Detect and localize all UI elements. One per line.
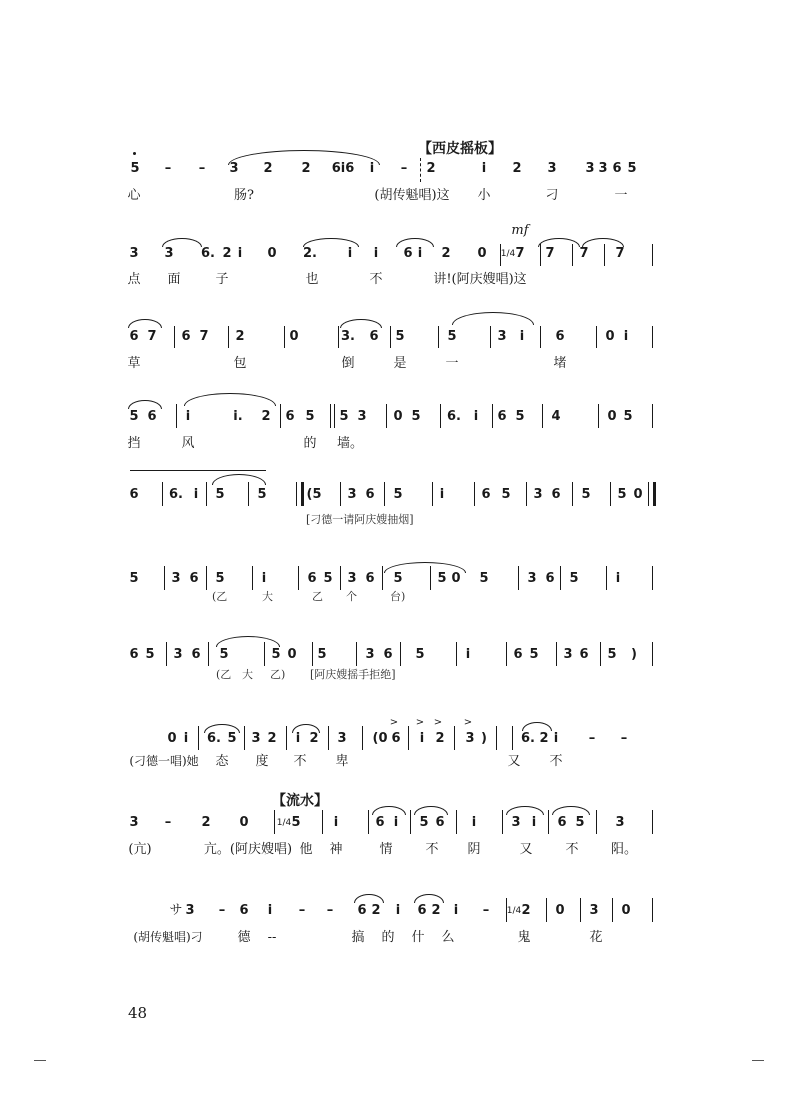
percussion: 大	[262, 590, 273, 603]
note: 2	[521, 903, 531, 918]
note: 5	[529, 647, 539, 662]
note: 2	[263, 161, 273, 176]
note: 2	[441, 246, 451, 261]
note: 5	[129, 571, 139, 586]
page-number: 48	[128, 1004, 148, 1022]
lyric: 面	[167, 272, 181, 287]
note: 3	[527, 571, 537, 586]
lyric: 点	[127, 272, 141, 287]
note: 7	[579, 246, 589, 261]
note: 0	[267, 246, 277, 261]
note: 3	[129, 815, 139, 830]
accent-mark: >	[415, 717, 425, 728]
note: 5	[393, 571, 403, 586]
note: 2	[309, 731, 319, 746]
lyric: (胡传魁唱)这	[374, 188, 450, 203]
note: i	[473, 409, 479, 424]
time-signature: 1/4	[276, 818, 292, 828]
note: i	[347, 246, 353, 261]
lyric: 心	[127, 188, 141, 203]
note: 3	[497, 329, 507, 344]
note: i	[373, 246, 379, 261]
note: 5	[623, 409, 633, 424]
note: 2	[426, 161, 436, 176]
lyric: 一	[614, 188, 628, 203]
note: 5	[323, 571, 333, 586]
note: 5	[411, 409, 421, 424]
note: i	[553, 731, 559, 746]
note: 3	[171, 571, 181, 586]
note: )	[631, 647, 637, 662]
note: 3	[589, 903, 599, 918]
note: 5	[569, 571, 579, 586]
note: 6	[357, 903, 367, 918]
note: 5	[575, 815, 585, 830]
note: i	[465, 647, 471, 662]
note: 2.	[303, 246, 317, 261]
note: 3	[615, 815, 625, 830]
free-meter-mark: サ	[169, 903, 183, 918]
note: 5	[339, 409, 349, 424]
lyric: 堵	[553, 356, 567, 371]
note: 0	[477, 246, 487, 261]
note: 6	[403, 246, 413, 261]
lyric: 搞	[351, 930, 365, 945]
lyric: 神	[329, 842, 343, 857]
note: i	[481, 161, 487, 176]
note: 6	[513, 647, 523, 662]
note: 2	[371, 903, 381, 918]
note: 6	[612, 161, 622, 176]
note: 2	[301, 161, 311, 176]
note: i	[185, 409, 191, 424]
note: 3	[251, 731, 261, 746]
note: 3.	[341, 329, 355, 344]
lyric: 不	[565, 842, 579, 857]
note: i	[519, 329, 525, 344]
lyric: 花	[589, 930, 603, 945]
note: 0	[605, 329, 615, 344]
lyric: 子	[215, 272, 229, 287]
note: 6	[365, 487, 375, 502]
note: 0	[555, 903, 565, 918]
lyric: 什	[411, 930, 425, 945]
note: i	[439, 487, 445, 502]
percussion: 大	[242, 668, 253, 681]
note: 5	[607, 647, 617, 662]
lyric: (刁德一唱)她	[129, 754, 199, 768]
lyric: 不	[425, 842, 439, 857]
stage-direction: [阿庆嫂摇手拒绝]	[310, 668, 396, 681]
note: 3	[229, 161, 239, 176]
note: i	[369, 161, 375, 176]
note: (0	[372, 731, 388, 746]
lyric: 度	[255, 754, 269, 769]
note: 2	[201, 815, 211, 830]
note: 5	[130, 161, 140, 176]
note: 3	[365, 647, 375, 662]
note: 5	[447, 329, 457, 344]
note: 3	[511, 815, 521, 830]
note: –	[298, 903, 306, 918]
note: 5	[219, 647, 229, 662]
note: 2	[222, 246, 232, 261]
crop-mark	[752, 1060, 764, 1061]
lyric: 他	[299, 842, 313, 857]
note: 5	[227, 731, 237, 746]
note: 5	[415, 647, 425, 662]
note: 5	[393, 487, 403, 502]
note: –	[588, 731, 596, 746]
note: 3	[357, 409, 367, 424]
lyric: 德	[237, 930, 251, 945]
note: i	[471, 815, 477, 830]
note: 6	[189, 571, 199, 586]
time-signature: 1/4	[500, 249, 516, 259]
note: 5	[501, 487, 511, 502]
note: 6	[417, 903, 427, 918]
lyric: 卑	[335, 754, 349, 769]
time-signature: 1/4	[506, 906, 522, 916]
note: –	[620, 731, 628, 746]
lyric: 情	[379, 842, 393, 857]
note: 6	[375, 815, 385, 830]
note: 5	[627, 161, 637, 176]
lyric: 也	[305, 272, 319, 287]
section-tag-liushui: 【流水】	[272, 793, 328, 809]
percussion: 台)	[390, 590, 406, 603]
note: 6	[239, 903, 249, 918]
note: i	[531, 815, 537, 830]
note: 6	[369, 329, 379, 344]
note: i	[295, 731, 301, 746]
lyric: 态	[215, 754, 229, 769]
note: i	[193, 487, 199, 502]
note: 3	[164, 246, 174, 261]
note: 3	[347, 571, 357, 586]
lyric: 么	[441, 930, 455, 945]
lyric: 倒	[341, 356, 355, 371]
lyric: 鬼	[517, 930, 531, 945]
note: i	[237, 246, 243, 261]
percussion: (乙	[216, 668, 232, 681]
note: 6	[579, 647, 589, 662]
note: 6	[391, 731, 401, 746]
note: –	[482, 903, 490, 918]
accent-mark: >	[389, 717, 399, 728]
lyric: (亢)	[128, 842, 152, 857]
accent-mark: >	[463, 717, 473, 728]
note: 5	[215, 487, 225, 502]
note: 7	[147, 329, 157, 344]
lyric: 阳。	[610, 842, 638, 857]
note: 2	[261, 409, 271, 424]
note: 5	[145, 647, 155, 662]
lyric: 亢。(阿庆嫂唱)	[203, 842, 293, 857]
note: 6	[383, 647, 393, 662]
note: –	[400, 161, 408, 176]
lyric: 小	[477, 188, 491, 203]
percussion: 乙)	[270, 668, 286, 681]
note: 5	[129, 409, 139, 424]
note: 5	[617, 487, 627, 502]
note: 6	[365, 571, 375, 586]
note: 6	[147, 409, 157, 424]
note: 5	[317, 647, 327, 662]
note: 6	[481, 487, 491, 502]
note: 0	[621, 903, 631, 918]
lyric: 草	[127, 356, 141, 371]
note: –	[198, 161, 206, 176]
note: 5	[515, 409, 525, 424]
note: 6.	[207, 731, 221, 746]
percussion: 个	[346, 590, 357, 603]
note: 6.	[201, 246, 215, 261]
dynamic-mark: mf	[511, 223, 529, 238]
note: 3	[533, 487, 543, 502]
note: 5	[305, 409, 315, 424]
lyric: 风	[181, 436, 195, 451]
note: 2	[267, 731, 277, 746]
lyric: (胡传魁唱)刁	[133, 930, 203, 944]
note: –	[218, 903, 226, 918]
note: 6	[497, 409, 507, 424]
note: 3	[337, 731, 347, 746]
note: 6	[285, 409, 295, 424]
section-tag-xipi: 【西皮摇板】	[418, 141, 502, 157]
note: 0	[607, 409, 617, 424]
note: 6	[551, 487, 561, 502]
note: 7	[615, 246, 625, 261]
note: i	[615, 571, 621, 586]
note: i	[267, 903, 273, 918]
note: 5	[479, 571, 489, 586]
percussion: 乙	[312, 590, 323, 603]
note: 3	[563, 647, 573, 662]
note: 5	[257, 487, 267, 502]
lyric: 不	[293, 754, 307, 769]
lyric: --	[267, 930, 277, 945]
lyric: 包	[233, 356, 247, 371]
lyric: 又	[507, 754, 521, 769]
note: 2	[431, 903, 441, 918]
note: 3	[347, 487, 357, 502]
note: 3	[129, 246, 139, 261]
note: 0	[289, 329, 299, 344]
note: 5	[419, 815, 429, 830]
lyric: 挡	[127, 436, 141, 451]
note: 3	[173, 647, 183, 662]
note: 3	[465, 731, 475, 746]
note: i	[183, 731, 189, 746]
note: i	[453, 903, 459, 918]
note: 0	[167, 731, 177, 746]
note: 6	[129, 329, 139, 344]
lyric: 刁	[545, 188, 559, 203]
note: 6	[557, 815, 567, 830]
note: 6.	[447, 409, 461, 424]
note: 3	[598, 161, 608, 176]
note: 2	[235, 329, 245, 344]
note: 6	[555, 329, 565, 344]
note: i	[417, 246, 423, 261]
note: 0	[633, 487, 643, 502]
note: 2	[539, 731, 549, 746]
note: 3	[185, 903, 195, 918]
note: –	[164, 161, 172, 176]
lyric: 不	[369, 272, 383, 287]
crop-mark	[34, 1060, 46, 1061]
note: i	[333, 815, 339, 830]
note: 6i6	[331, 161, 355, 176]
note: i	[395, 903, 401, 918]
lyric: 的	[381, 930, 395, 945]
note: 6	[545, 571, 555, 586]
note: –	[326, 903, 334, 918]
lyric: 肠?	[234, 188, 254, 203]
note: 2	[435, 731, 445, 746]
note: 6	[129, 487, 139, 502]
lyric: 讲!(阿庆嫂唱)这	[433, 272, 527, 287]
lyric: 一	[445, 356, 459, 371]
note: 5	[395, 329, 405, 344]
note: 0	[393, 409, 403, 424]
lyric: 又	[519, 842, 533, 857]
note: 0	[451, 571, 461, 586]
lyric: 是	[393, 356, 407, 371]
note: 6	[191, 647, 201, 662]
note: )	[481, 731, 487, 746]
lyric: 的	[303, 436, 317, 451]
note: 3	[547, 161, 557, 176]
note: 5	[215, 571, 225, 586]
note: 6	[435, 815, 445, 830]
note: 4	[551, 409, 561, 424]
note: 5	[291, 815, 301, 830]
note: i	[393, 815, 399, 830]
note: 6	[129, 647, 139, 662]
lyric: 阴	[467, 842, 481, 857]
note: 5	[271, 647, 281, 662]
note: 5	[581, 487, 591, 502]
note: 6.	[169, 487, 183, 502]
lyric: 不	[549, 754, 563, 769]
accent-mark: >	[433, 717, 443, 728]
note: 0	[287, 647, 297, 662]
lyric: 墙。	[336, 436, 364, 451]
note: 0	[239, 815, 249, 830]
note: (5	[306, 487, 322, 502]
note: 3	[585, 161, 595, 176]
note: 7	[515, 246, 525, 261]
percussion: (乙	[212, 590, 228, 603]
note: i	[261, 571, 267, 586]
note: i	[623, 329, 629, 344]
note: 2	[512, 161, 522, 176]
note: i	[419, 731, 425, 746]
note: 6	[307, 571, 317, 586]
note: –	[164, 815, 172, 830]
note: 5	[437, 571, 447, 586]
note: 6	[181, 329, 191, 344]
note: 7	[545, 246, 555, 261]
note: 7	[199, 329, 209, 344]
note: 6.	[521, 731, 535, 746]
stage-direction: [刁德一请阿庆嫂抽烟]	[306, 513, 414, 526]
note: i.	[233, 409, 243, 424]
